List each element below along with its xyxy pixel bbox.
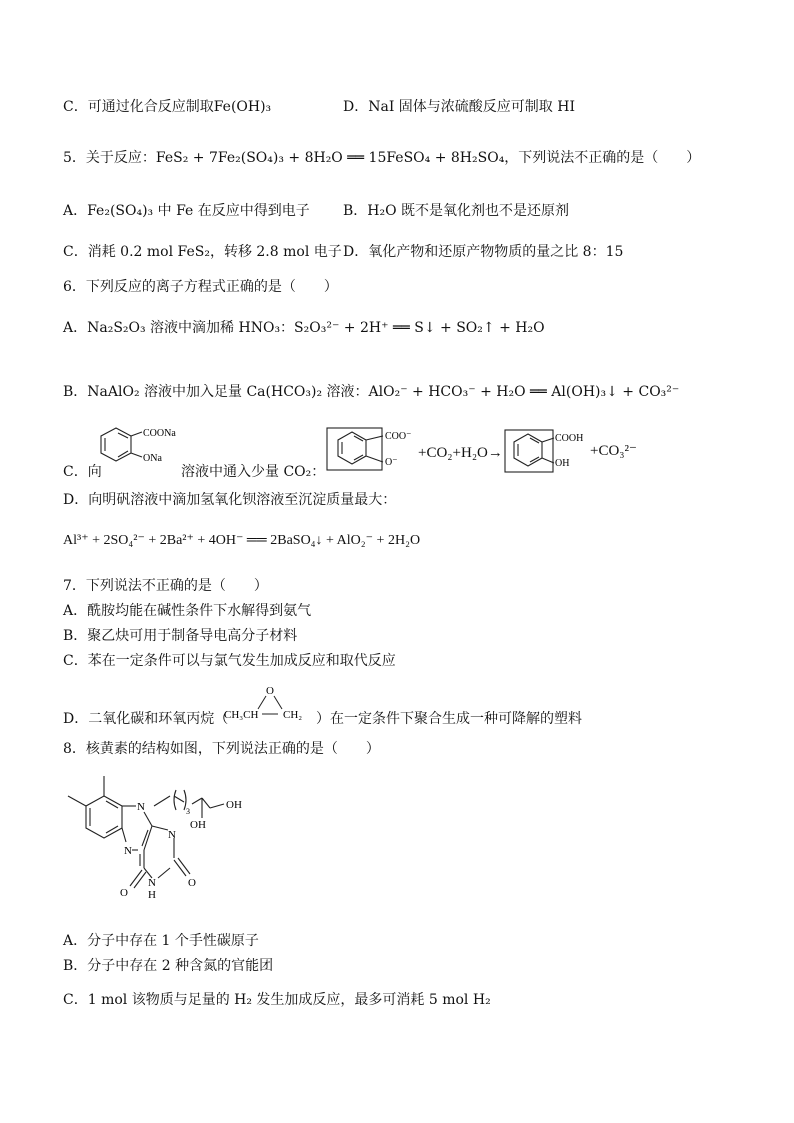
q6-option-a: A．Na₂S₂O₃ 溶液中滴加稀 HNO₃：S₂O₃²⁻ + 2H⁺ ══ S↓ + SO₂↑ + H₂O	[63, 320, 545, 336]
coona-label: COONa	[143, 428, 176, 439]
epoxide-o: O	[266, 685, 274, 697]
q7-option-d-prefix: D．二氧化碳和环氧丙烷（	[63, 711, 229, 727]
riboflavin-o2: O	[188, 877, 196, 889]
riboflavin-n5: N	[124, 845, 132, 857]
salicylate-dianion-structure	[326, 426, 422, 476]
q6-option-c-prefix: C．向	[63, 464, 102, 480]
q6-option-c-mid: 溶液中通入少量 CO₂：	[181, 464, 326, 480]
q4-option-c: C．可通过化合反应制取Fe(OH)₃	[63, 99, 272, 115]
q5-option-d: D．氧化产物和还原产物物质的量之比 8：15	[343, 244, 624, 260]
q8-option-b: B．分子中存在 2 种含氮的官能团	[63, 958, 274, 974]
q7-option-b: B．聚乙炔可用于制备导电高分子材料	[63, 628, 298, 644]
q4-option-d: D．NaI 固体与浓硫酸反应可制取 HI	[343, 99, 575, 115]
riboflavin-n1: N	[168, 829, 176, 841]
o-minus-label: O⁻	[385, 457, 398, 468]
q8-option-c: C．1 mol 该物质与足量的 H₂ 发生加成反应，最多可消耗 5 mol H₂	[63, 992, 491, 1008]
q5-option-c: C．消耗 0.2 mol FeS₂，转移 2.8 mol 电子	[63, 244, 342, 260]
q7-option-c: C．苯在一定条件可以与氯气发生加成反应和取代反应	[63, 653, 396, 669]
ona-label: ONa	[143, 453, 162, 464]
riboflavin-n10: N	[137, 801, 145, 813]
q6-option-c-reaction: +CO₂+H₂O→	[418, 445, 503, 461]
q6-stem: 6．下列反应的离子方程式正确的是（ ）	[63, 279, 338, 295]
propylene-oxide-structure	[222, 683, 314, 723]
riboflavin-n3: N	[148, 877, 156, 889]
cooh-label: COOH	[555, 433, 584, 444]
disodium-salicylate-structure	[96, 424, 182, 474]
q6-option-d: D．向明矾溶液中滴加氢氧化钡溶液至沉淀质量最大：	[63, 492, 397, 508]
riboflavin-h: H	[148, 889, 156, 901]
riboflavin-o4: O	[120, 887, 128, 899]
riboflavin-oh: OH	[190, 819, 206, 831]
oh-label: OH	[555, 458, 570, 469]
epoxide-right: CH₂	[283, 709, 303, 721]
q7-option-d-suffix: ）在一定条件下聚合生成一种可降解的塑料	[316, 711, 582, 727]
riboflavin-structure	[62, 768, 262, 920]
q6-option-d-equation: Al³⁺ + 2SO₄²⁻ + 2Ba²⁺ + 4OH⁻ ══ 2BaSO₄↓ + AlO₂⁻ + 2H₂O	[63, 533, 421, 548]
q5-option-b: B．H₂O 既不是氧化剂也不是还原剂	[343, 203, 570, 219]
coo-minus-label: COO⁻	[385, 431, 412, 442]
epoxide-left: CH₃CH	[224, 709, 259, 721]
q5-option-a: A．Fe₂(SO₄)₃ 中 Fe 在反应中得到电子	[63, 203, 310, 219]
salicylic-acid-structure	[504, 428, 590, 478]
q5-stem: 5．关于反应：FeS₂ + 7Fe₂(SO₄)₃ + 8H₂O ══ 15FeSO₄ + 8H₂SO₄，下列说法不正确的是（ ）	[63, 150, 701, 166]
riboflavin-oh-end: OH	[226, 799, 242, 811]
riboflavin-subscript-3: 3	[186, 807, 190, 816]
q6-option-c-tail: +CO₃²⁻	[590, 443, 637, 459]
q6-option-b: B．NaAlO₂ 溶液中加入足量 Ca(HCO₃)₂ 溶液：AlO₂⁻ + HCO₃⁻ + H₂O ══ Al(OH)₃↓ + CO₃²⁻	[63, 384, 680, 400]
q7-stem: 7．下列说法不正确的是（ ）	[63, 578, 268, 594]
q7-option-a: A．酰胺均能在碱性条件下水解得到氨气	[63, 603, 312, 619]
q8-stem: 8．核黄素的结构如图，下列说法正确的是（ ）	[63, 741, 380, 757]
q8-option-a: A．分子中存在 1 个手性碳原子	[63, 933, 259, 949]
